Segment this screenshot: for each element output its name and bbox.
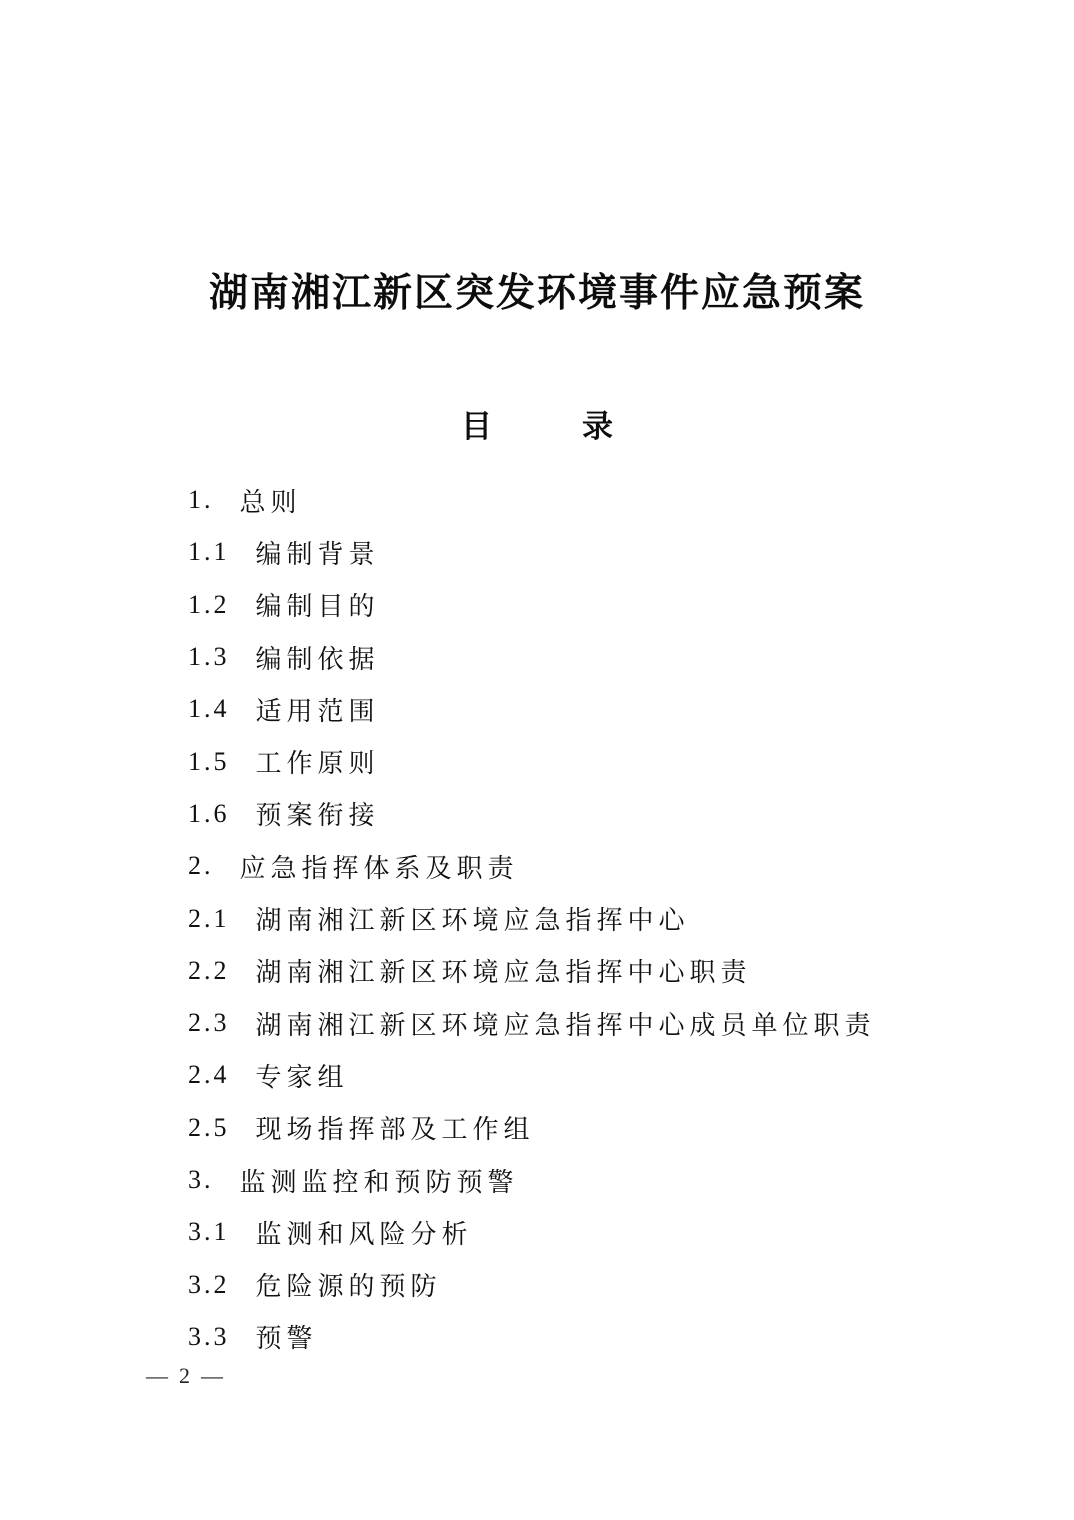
- toc-entry-number: 3.2: [188, 1269, 230, 1299]
- toc-entry: [188, 892, 1014, 944]
- toc-entry-label: 编制背景: [255, 539, 380, 569]
- toc-entry: [188, 997, 1014, 1049]
- toc-entry-label: 现场指挥部及工作组: [255, 1115, 535, 1145]
- toc-entry-number: 2.3: [188, 1008, 230, 1038]
- toc-entry-number: 3.: [188, 1165, 214, 1194]
- document-title: 湖南湘江新区突发环境事件应急预案: [208, 272, 865, 315]
- toc-entry: [188, 1311, 1014, 1363]
- toc-entry-label: 监测和风险分析: [255, 1219, 473, 1249]
- toc-entry-number: 1.2: [188, 589, 230, 619]
- toc-entry: [188, 526, 1014, 578]
- toc-heading: [0, 401, 1074, 446]
- toc-entry: [188, 579, 1014, 631]
- toc-entry-label: 预案衔接: [255, 801, 380, 831]
- toc-entry: [188, 1258, 1014, 1310]
- toc-entry-number: 3.3: [188, 1321, 230, 1351]
- toc-entry-label: 监测监控和预防预警: [239, 1167, 519, 1197]
- toc-entry-label: 危险源的预防: [255, 1272, 442, 1302]
- toc-entry: [188, 945, 1014, 997]
- toc-entry: [188, 631, 1014, 683]
- toc-entry-label: 总则: [239, 487, 302, 517]
- toc-entry-label: 湖南湘江新区环境应急指挥中心: [255, 906, 690, 936]
- toc-entry-label: 工作原则: [255, 749, 380, 779]
- toc-entry-number: 1.4: [188, 694, 230, 724]
- toc-entry-number: 2.5: [188, 1112, 230, 1142]
- toc-entry-number: 3.1: [188, 1217, 230, 1247]
- footer-left-dash: —: [146, 1363, 168, 1388]
- toc-heading-right-char: 录: [582, 409, 613, 444]
- page-footer: [146, 1363, 223, 1389]
- toc-heading-left-char: 目: [461, 409, 492, 444]
- toc-entry: [188, 1102, 1014, 1154]
- toc-entry: [188, 1206, 1014, 1258]
- toc-entry-number: 1.3: [188, 642, 230, 672]
- toc-entry: [188, 840, 1014, 892]
- toc-entry: [188, 683, 1014, 735]
- toc-entry-number: 1.5: [188, 746, 230, 776]
- toc-entry: [188, 1154, 1014, 1206]
- toc-entry: [188, 474, 1014, 526]
- footer-right-dash: —: [201, 1363, 223, 1388]
- toc-entry-number: 2.: [188, 851, 214, 881]
- footer-page-number: 2: [179, 1363, 190, 1388]
- toc-entry-label: 编制目的: [255, 592, 380, 622]
- toc-entry-number: 2.4: [188, 1060, 230, 1090]
- toc-entry: [188, 735, 1014, 787]
- toc-entry-label: 专家组: [255, 1062, 349, 1092]
- toc-entry-label: 适用范围: [255, 696, 380, 726]
- toc-entry: [188, 788, 1014, 840]
- toc-entry-label: 编制依据: [255, 644, 380, 674]
- toc-list: [188, 474, 1014, 1363]
- toc-entry-number: 1.1: [188, 537, 230, 567]
- toc-entry-number: 2.2: [188, 955, 230, 985]
- toc-entry: [188, 1049, 1014, 1101]
- toc-entry-number: 1.: [188, 485, 214, 515]
- toc-entry-number: 1.6: [188, 798, 230, 828]
- toc-entry-label: 湖南湘江新区环境应急指挥中心成员单位职责: [255, 1010, 876, 1040]
- toc-entry-number: 2.1: [188, 903, 230, 933]
- toc-entry-label: 预警: [255, 1324, 318, 1354]
- toc-entry-label: 湖南湘江新区环境应急指挥中心职责: [255, 958, 752, 988]
- toc-entry-label: 应急指挥体系及职责: [239, 853, 519, 883]
